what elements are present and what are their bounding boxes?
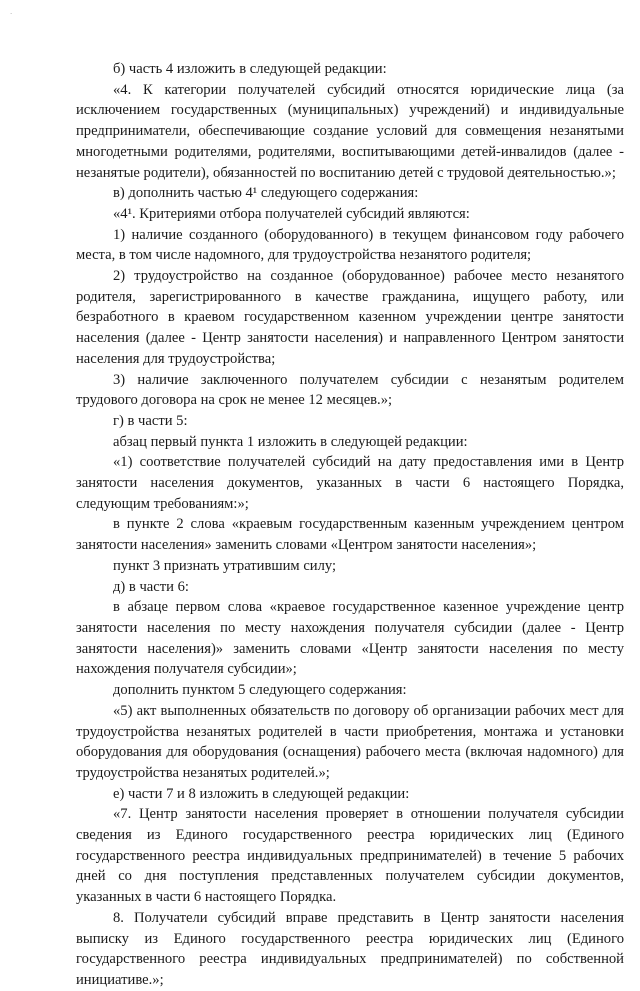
paragraph-8: г) в части 5: <box>113 412 188 429</box>
paragraph-9: абзац первый пункта 1 изложить в следующей редакции: <box>113 433 468 450</box>
document-page <box>76 59 624 991</box>
paragraph-1: б) часть 4 изложить в следующей редакции: <box>113 61 387 77</box>
paragraph-14: в абзаце первом слова «краевое государственное казенное учреждение центр занятости населения по месту нахождения получателя субсидии (далее - Центр занятости населения)» заменить словами «Центр занятости населения по месту нахождения получателя субсидии»; <box>76 599 624 678</box>
paragraph-15: дополнить пунктом 5 следующего содержания: <box>113 682 407 699</box>
paragraph-7: 3) наличие заключенного получателем субсидии с незанятым родителем трудового договора на срок не менее 12 месяцев.»; <box>76 371 624 409</box>
paragraph-18: «7. Центр занятости населения проверяет в отношении получателя субсидии сведения из Единого государственного реестра юридических лиц (Единого государственного реестра индивидуальных предпринимателей) в течение 5 рабочих дней со дня поступления представленных получателем субсидии документов, указанных в части 6 настоящего Порядка. <box>76 806 624 906</box>
paragraph-10: «1) соответствие получателей субсидий на дату предоставления ими в Центр занятости населения документов, указанных в части 6 настоящего Порядка, следующим требованиям:»; <box>76 454 624 512</box>
paragraph-13: д) в части 6: <box>113 578 189 595</box>
paragraph-6: 2) трудоустройство на созданное (оборудованное) рабочее место незанятого родителя, зарегистрированного в качестве гражданина, ищущего работу, или безработного в краевом государственном казенном учреждении центре занятости населения (далее - Центр занятости населения) и направленного Центром занятости населения для трудоустройства; <box>76 268 624 367</box>
paragraph-11: в пункте 2 слова «краевым государственным казенным учреждением центром занятости населения» заменить словами «Центром занятости населения»; <box>76 516 624 554</box>
paragraph-3: в) дополнить частью 4¹ следующего содержания: <box>113 185 419 202</box>
paragraph-12: пункт 3 признать утратившим силу; <box>113 557 337 574</box>
paragraph-16: «5) акт выполненных обязательств по договору об организации рабочих мест для трудоустройства незанятых родителей в части приобретения, монтажа и установки оборудования для оборудования (оснащения) рабочего места (включая надомного) для трудоустройства незанятых родителей.»; <box>76 702 624 781</box>
scan-dot: · <box>10 10 13 18</box>
paragraph-17: е) части 7 и 8 изложить в следующей редакции: <box>113 785 410 802</box>
paragraph-4: «4¹. Критериями отбора получателей субсидий являются: <box>113 205 470 222</box>
paragraph-5: 1) наличие созданного (оборудованного) в текущем финансовом году рабочего места, в том числе надомного, для трудоустройства незанятого родителя; <box>76 226 624 264</box>
paragraph-2: «4. К категории получателей субсидий относятся юридические лица (за исключением государственных (муниципальных) учреждений) и индивидуальные предприниматели, обеспечивающие создание условий для совмещения незанятыми многодетными родителями, родителями, воспитывающими детей-инвалидов (далее - незанятые родители), обязанностей по воспитанию детей с трудовой деятельностью.»; <box>76 81 624 181</box>
paragraph-19: 8. Получатели субсидий вправе представить в Центр занятости населения выписку из Единого государственного реестра юридических лиц (Единого государственного реестра индивидуальных предпринимателей) по собственной инициативе.»; <box>76 909 624 988</box>
